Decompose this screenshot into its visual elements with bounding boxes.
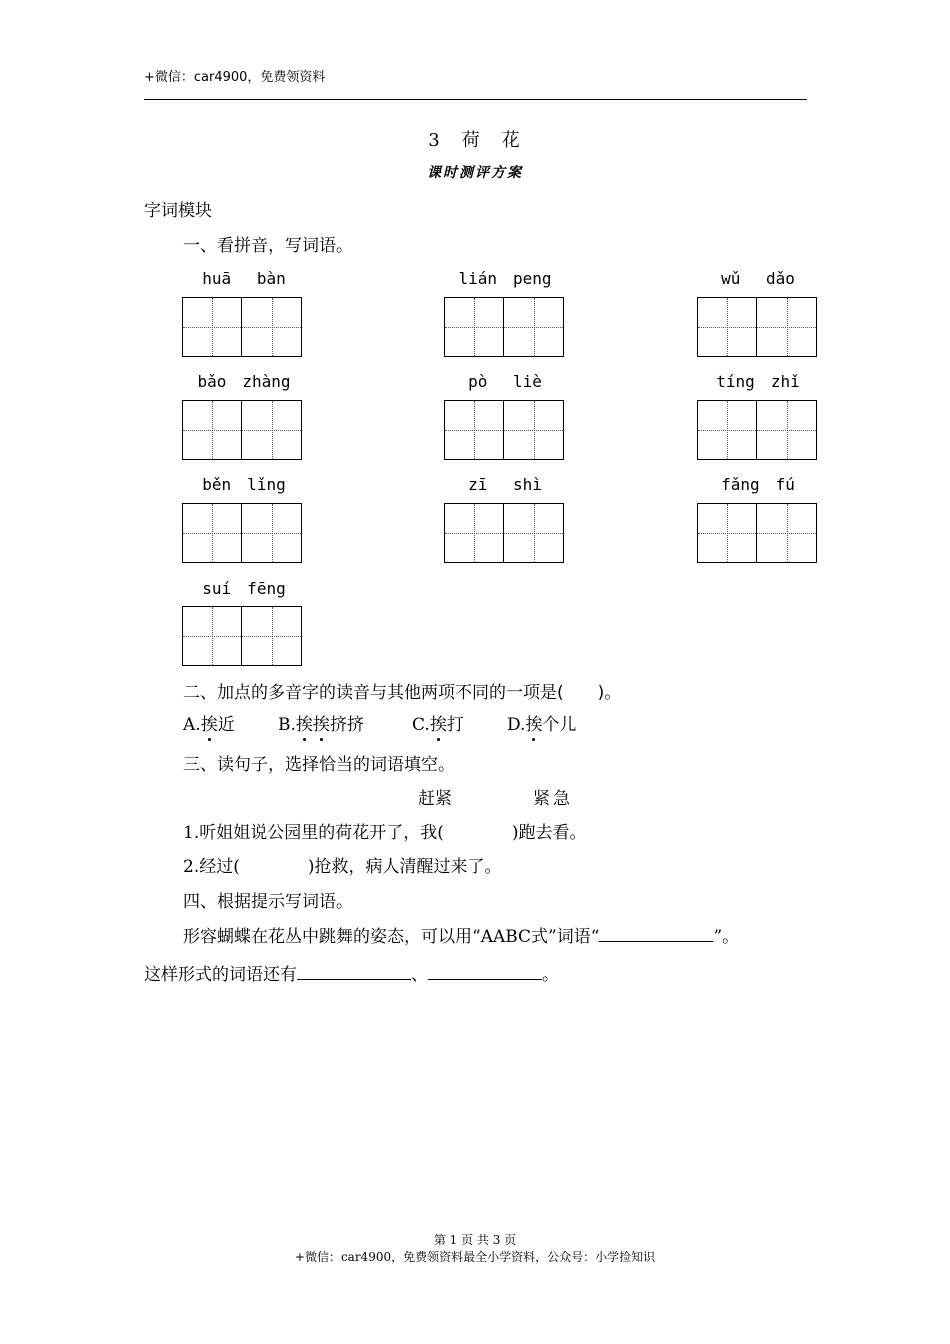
writing-grid[interactable] (182, 297, 302, 357)
writing-grid[interactable] (697, 400, 817, 460)
dotted-char: 挨 (525, 715, 543, 735)
section-heading: 字词模块 (144, 201, 212, 221)
footer-text: +微信：car4900，免费领资料最全小学资料，公众号：小学捡知识 (294, 1250, 656, 1264)
grid-cell[interactable] (757, 503, 817, 563)
grid-cell[interactable] (697, 400, 757, 460)
page-number: 第 1 页 共 3 页 (433, 1233, 517, 1247)
writing-grid[interactable] (444, 400, 564, 460)
grid-cell[interactable] (697, 503, 757, 563)
option-text: 打 (446, 715, 464, 735)
grid-cell[interactable] (697, 297, 757, 357)
grid-cell[interactable] (182, 400, 242, 460)
grid-cell[interactable] (757, 400, 817, 460)
answer-blank[interactable] (428, 961, 542, 980)
q4-text: 形容蝴蝶在花丛中跳舞的姿态，可以用“AABC式”词语“ (183, 927, 600, 947)
q4-line-2 (144, 960, 559, 985)
grid-cell[interactable] (444, 503, 504, 563)
q4-text: ”。 (713, 927, 740, 947)
option-text: 近 (217, 715, 235, 735)
grid-cell[interactable] (182, 297, 242, 357)
pinyin-label: pò liè (468, 372, 542, 391)
option-label: B. (278, 715, 296, 735)
option-label: A. (183, 715, 201, 735)
grid-cell[interactable] (242, 606, 302, 666)
pinyin-label: suí fēng (202, 579, 286, 598)
grid-cell[interactable] (444, 297, 504, 357)
option-label: D. (507, 715, 526, 735)
answer-blank[interactable] (297, 961, 411, 980)
q1-prompt: 一、看拼音，写词语。 (183, 236, 353, 256)
q4-text: 、 (411, 965, 428, 985)
grid-cell[interactable] (757, 297, 817, 357)
writing-grid[interactable] (697, 503, 817, 563)
header-divider (144, 99, 807, 100)
grid-cell[interactable] (182, 606, 242, 666)
pinyin-label: huā bàn (202, 269, 286, 288)
q4-line-1 (183, 922, 739, 947)
pinyin-label: běn lǐng (202, 475, 286, 494)
grid-cell[interactable] (504, 400, 564, 460)
option-c[interactable] (412, 710, 464, 735)
q4-text: 。 (542, 965, 559, 985)
writing-grid[interactable] (182, 503, 302, 563)
dotted-char: 挨 (200, 715, 218, 735)
grid-cell[interactable] (242, 297, 302, 357)
grid-cell[interactable] (444, 400, 504, 460)
pinyin-label: tíng zhǐ (716, 372, 800, 391)
writing-grid[interactable] (182, 606, 302, 666)
header-text: +微信：car4900，免费领资料 (144, 70, 326, 85)
option-a[interactable] (183, 710, 235, 735)
page-subtitle: 课时测评方案 (427, 165, 523, 181)
q4-prompt: 四、根据提示写词语。 (183, 892, 353, 912)
pinyin-label: zī shì (468, 475, 542, 494)
dotted-char: 挨 (429, 715, 447, 735)
grid-cell[interactable] (242, 400, 302, 460)
dotted-char: 挨 (312, 715, 330, 735)
answer-blank[interactable] (599, 923, 713, 942)
grid-cell[interactable] (242, 503, 302, 563)
word-choice: 紧急 (533, 789, 573, 809)
pinyin-label: lián peng (458, 269, 552, 288)
pinyin-label: bǎo zhàng (197, 372, 291, 391)
sentence-1: 1.听姐姐说公园里的荷花开了，我( )跑去看。 (183, 823, 587, 843)
q4-text: 这样形式的词语还有 (144, 965, 297, 985)
option-text: 个儿 (542, 715, 577, 735)
word-choice: 赶紧 (418, 789, 452, 809)
q3-prompt: 三、读句子，选择恰当的词语填空。 (183, 755, 455, 775)
grid-cell[interactable] (504, 297, 564, 357)
writing-grid[interactable] (444, 503, 564, 563)
grid-cell[interactable] (182, 503, 242, 563)
option-text: 挤挤 (329, 715, 364, 735)
dotted-char: 挨 (295, 715, 313, 735)
writing-grid[interactable] (697, 297, 817, 357)
writing-grid[interactable] (182, 400, 302, 460)
option-b[interactable] (278, 710, 364, 735)
page-title: 3 荷 花 (428, 130, 522, 151)
option-label: C. (412, 715, 430, 735)
pinyin-label: fǎng fú (721, 475, 795, 494)
sentence-2: 2.经过( )抢救，病人清醒过来了。 (183, 857, 502, 877)
option-d[interactable] (507, 710, 576, 735)
pinyin-label: wǔ dǎo (721, 269, 795, 288)
writing-grid[interactable] (444, 297, 564, 357)
q2-prompt: 二、加点的多音字的读音与其他两项不同的一项是( )。 (183, 683, 622, 703)
grid-cell[interactable] (504, 503, 564, 563)
